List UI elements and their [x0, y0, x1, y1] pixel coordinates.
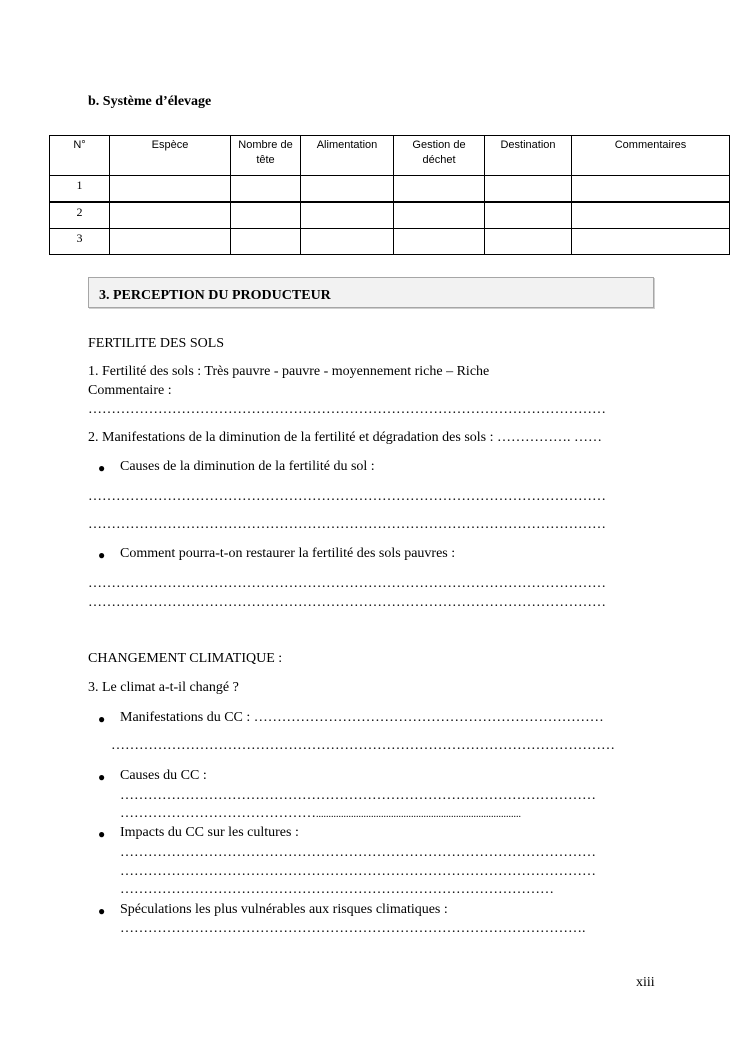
table-cell-empty[interactable]	[572, 229, 730, 255]
bullet-causes-fertilite: Causes de la diminution de la fertilité du sol :	[120, 459, 375, 474]
table-cell-empty[interactable]	[301, 176, 394, 203]
answer-line-part: ..................................................................................	[316, 809, 521, 820]
table-cell-empty[interactable]	[485, 202, 572, 229]
header-espece: Espèce	[110, 136, 231, 176]
section-heading-systeme-elevage: b. Système d’élevage	[88, 94, 212, 109]
climat-title: CHANGEMENT CLIMATIQUE :	[88, 651, 283, 666]
table-cell-empty[interactable]	[301, 229, 394, 255]
answer-line[interactable]: …………………………………………………………………………………………………	[88, 402, 606, 417]
table-cell-empty[interactable]	[485, 229, 572, 255]
table-cell-empty[interactable]	[394, 176, 485, 203]
table-cell-empty[interactable]	[231, 202, 301, 229]
header-numero: N°	[50, 136, 110, 176]
bullet-icon: ●	[98, 712, 106, 726]
answer-line[interactable]: …………………………………………………………………………………………………	[88, 489, 606, 504]
answer-line-part: ……………………………………	[120, 806, 316, 821]
row-number: 3	[50, 229, 110, 255]
table-cell-empty[interactable]	[110, 176, 231, 203]
answer-line[interactable]: …………………………………………………………………………………………	[120, 864, 596, 879]
answer-line[interactable]: …………………………………………………………………………………………	[120, 788, 596, 803]
header-alimentation: Alimentation	[301, 136, 394, 176]
table-row	[50, 202, 730, 229]
table-cell-empty[interactable]	[572, 176, 730, 203]
elevage-table	[49, 135, 730, 255]
table-cell-empty[interactable]	[110, 229, 231, 255]
header-commentaires: Commentaires	[572, 136, 730, 176]
table-cell-empty[interactable]	[394, 229, 485, 255]
bullet-restaurer-fertilite: Comment pourra-t-on restaurer la fertilité des sols pauvres :	[120, 546, 456, 561]
fertilite-title: FERTILITE DES SOLS	[88, 336, 225, 351]
table-cell-empty[interactable]	[394, 202, 485, 229]
answer-line[interactable]: …………………………………………………………………………………………………	[88, 595, 606, 610]
table-cell-empty[interactable]	[231, 229, 301, 255]
table-cell-empty[interactable]	[572, 202, 730, 229]
table-row	[50, 176, 730, 203]
header-destination: Destination	[485, 136, 572, 176]
bullet-impacts-cc: Impacts du CC sur les cultures :	[120, 825, 299, 840]
answer-line[interactable]: ………………………………………………………………………………………………	[111, 738, 615, 753]
answer-line[interactable]: …………………………………………………………………………………	[120, 882, 554, 897]
question-2: 2. Manifestations de la diminution de la fertilité et dégradation des sols : ……………. ……	[88, 430, 603, 445]
commentaire-label: Commentaire :	[88, 383, 172, 398]
answer-line[interactable]: …………………………………………………………………………………………	[120, 845, 596, 860]
answer-line[interactable]: …………………………………………………………………………………………………	[88, 517, 606, 532]
header-nombre-de-tete: Nombre de tête	[231, 136, 301, 176]
question-3: 3. Le climat a-t-il changé ?	[88, 680, 239, 695]
answer-line[interactable]: …………………………………………………………………………………………………	[88, 576, 606, 591]
table-row	[50, 229, 730, 255]
section-title: 3. PERCEPTION DU PRODUCTEUR	[99, 288, 331, 303]
table-cell-empty[interactable]	[301, 202, 394, 229]
bullet-icon: ●	[98, 904, 106, 918]
bullet-icon: ●	[98, 461, 106, 475]
answer-line[interactable]: ……………………………………………………………………………………….	[120, 921, 586, 936]
bullet-manifestations-cc: Manifestations du CC : …………………………………………………………………	[120, 710, 604, 725]
bullet-icon: ●	[98, 548, 106, 562]
bullet-speculations: Spéculations les plus vulnérables aux risques climatiques :	[120, 902, 448, 917]
row-number: 1	[50, 176, 110, 203]
answer-line[interactable]	[120, 806, 521, 822]
table-cell-empty[interactable]	[231, 176, 301, 203]
bullet-causes-cc: Causes du CC :	[120, 768, 207, 783]
table-cell-empty[interactable]	[110, 202, 231, 229]
bullet-icon: ●	[98, 770, 106, 784]
section-title-box	[88, 277, 654, 308]
page-number: xiii	[636, 975, 655, 990]
header-gestion-de-dechet: Gestion de déchet	[394, 136, 485, 176]
question-1: 1. Fertilité des sols : Très pauvre - pauvre - moyennement riche – Riche	[88, 364, 490, 379]
row-number: 2	[50, 202, 110, 229]
table-cell-empty[interactable]	[485, 176, 572, 203]
bullet-icon: ●	[98, 827, 106, 841]
